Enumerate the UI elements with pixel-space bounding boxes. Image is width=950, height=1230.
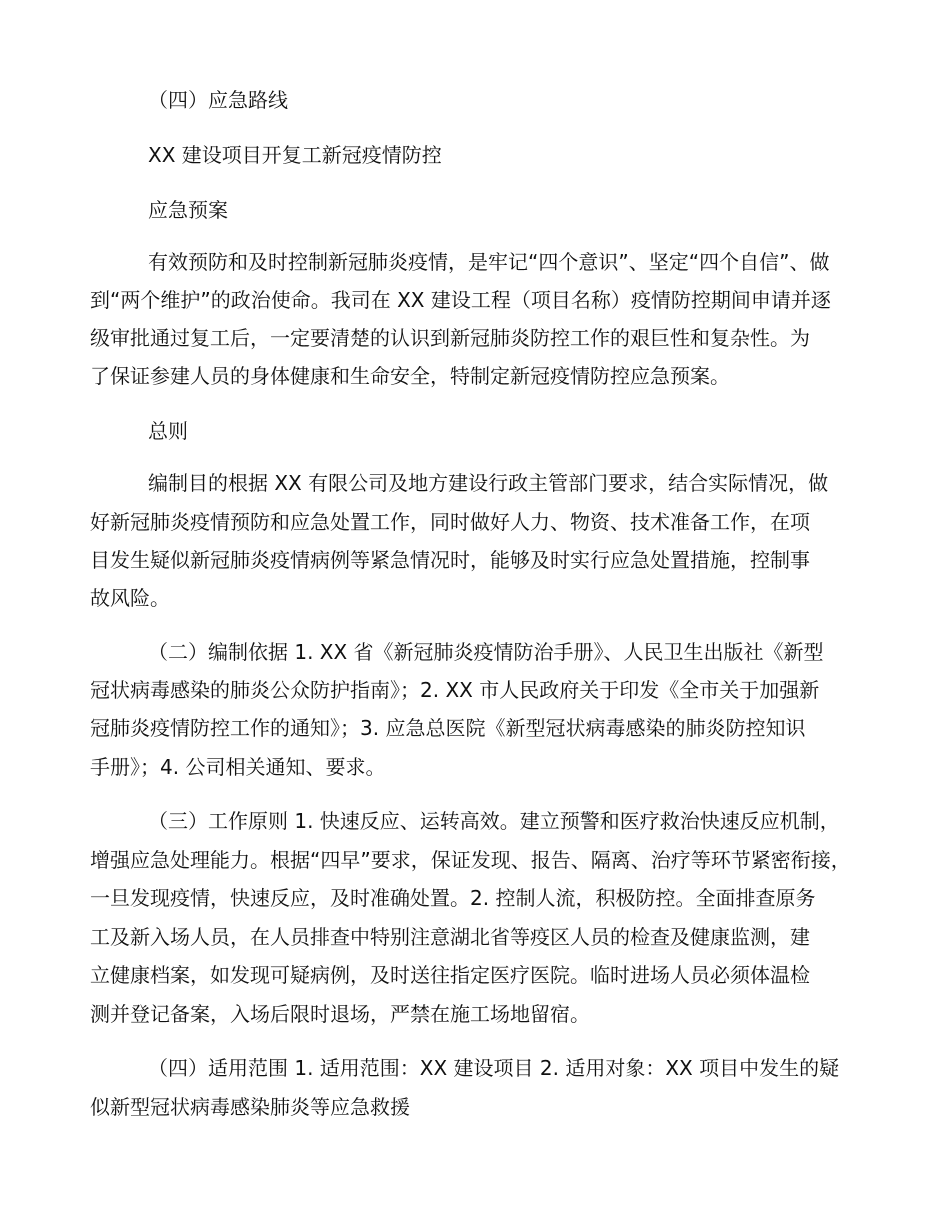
purpose-paragraph-line-2: 好新冠肺炎疫情预防和应急处置工作，同时做好人力、物资、技术准备工作，在项 bbox=[90, 510, 810, 534]
intro-paragraph-line-2: 到“两个维护”的政治使命。我司在 XX 建设工程（项目名称）疫情防控期间申请并逐 bbox=[90, 288, 831, 312]
section-heading-emergency-route: （四）应急路线 bbox=[148, 88, 288, 112]
document-title-line-2: 应急预案 bbox=[148, 198, 228, 222]
principles-paragraph-line-5: 立健康档案，如发现可疑病例，及时送往指定医疗医院。临时进场人员必须体温检 bbox=[90, 963, 810, 987]
intro-paragraph-line-1: 有效预防和及时控制新冠肺炎疫情，是牢记“四个意识”、坚定“四个自信”、做 bbox=[148, 250, 830, 274]
document-title-line-1: XX 建设项目开复工新冠疫情防控 bbox=[148, 143, 442, 167]
principles-paragraph-line-2: 增强应急处理能力。根据“四早”要求，保证发现、报告、隔离、治疗等环节紧密衔接， bbox=[90, 848, 851, 872]
purpose-paragraph-line-4: 故风险。 bbox=[90, 586, 170, 610]
basis-paragraph-line-4: 手册》；4. 公司相关通知、要求。 bbox=[90, 755, 386, 779]
principles-paragraph-line-3: 一旦发现疫情，快速反应，及时准确处置。2. 控制人流，积极防控。全面排查原务 bbox=[90, 886, 816, 910]
basis-paragraph-line-2: 冠状病毒感染的肺炎公众防护指南》；2. XX 市人民政府关于印发《全市关于加强新 bbox=[90, 678, 820, 702]
basis-paragraph-line-1: （二）编制依据 1. XX 省《新冠肺炎疫情防治手册》、人民卫生出版社《新型 bbox=[148, 640, 824, 664]
principles-paragraph-line-1: （三）工作原则 1. 快速反应、运转高效。建立预警和医疗救治快速反应机制， bbox=[148, 809, 840, 833]
intro-paragraph-line-4: 了保证参建人员的身体健康和生命安全，特制定新冠疫情防控应急预案。 bbox=[90, 364, 730, 388]
basis-paragraph-line-3: 冠肺炎疫情防控工作的通知》；3. 应急总医院《新型冠状病毒感染的肺炎防控知识 bbox=[90, 716, 806, 740]
purpose-paragraph-line-1: 编制目的根据 XX 有限公司及地方建设行政主管部门要求，结合实际情况，做 bbox=[148, 471, 829, 495]
intro-paragraph-line-3: 级审批通过复工后，一定要清楚的认识到新冠肺炎防控工作的艰巨性和复杂性。为 bbox=[90, 326, 810, 350]
purpose-paragraph-line-3: 目发生疑似新冠肺炎疫情病例等紧急情况时，能够及时实行应急处置措施，控制事 bbox=[90, 548, 810, 572]
scope-paragraph-line-2: 似新型冠状病毒感染肺炎等应急救援 bbox=[90, 1095, 410, 1119]
principles-paragraph-line-6: 测并登记备案，入场后限时退场，严禁在施工场地留宿。 bbox=[90, 1002, 590, 1026]
scope-paragraph-line-1: （四）适用范围 1. 适用范围：XX 建设项目 2. 适用对象：XX 项目中发生的疑 bbox=[148, 1056, 840, 1080]
principles-paragraph-line-4: 工及新入场人员，在人员排查中特别注意湖北省等疫区人员的检查及健康监测，建 bbox=[90, 925, 810, 949]
heading-general-principles: 总则 bbox=[148, 419, 188, 443]
